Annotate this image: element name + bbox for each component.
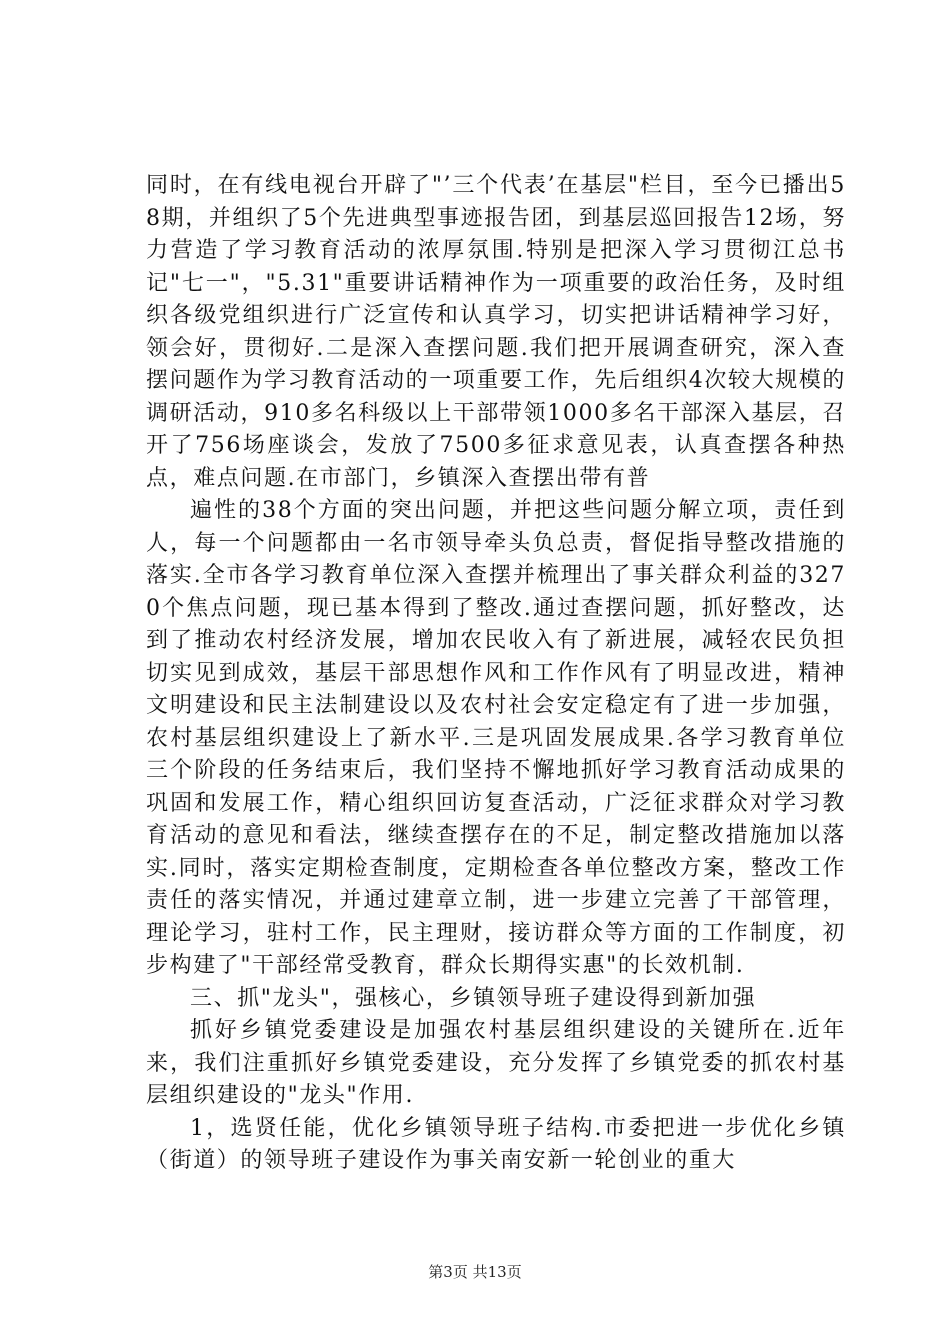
- paragraph-1: 同时，在有线电视台开辟了"’三个代表’在基层"栏目，至今已播出58期，并组织了5个先进典型事迹报告团，到基层巡回报告12场，努力营造了学习教育活动的浓厚氛围.特别是把深入学习贯彻江总书记"七一"，"5.31"重要讲话精神作为一项重要的政治任务，及时组织各级党组织进行广泛宣传和认真学习，切实把讲话精神学习好，领会好，贯彻好.二是深入查摆问题.我们把开展调查研究，深入查摆问题作为学习教育活动的一项重要工作，先后组织4次较大规模的调研活动，910多名科级以上干部带领1000多名干部深入基层，召开了756场座谈会，发放了7500多征求意见表，认真查摆各种热点，难点问题.在市部门，乡镇深入查摆出带有普: [146, 173, 846, 491]
- paragraph-3: 抓好乡镇党委建设是加强农村基层组织建设的关键所在.近年来，我们注重抓好乡镇党委建设，充分发挥了乡镇党委的抓农村基层组织建设的"龙头"作用.: [146, 1018, 846, 1108]
- paragraph-4: 1，选贤任能，优化乡镇领导班子结构.市委把进一步优化乡镇（街道）的领导班子建设作为事关南安新一轮创业的重大: [146, 1115, 846, 1173]
- page-footer: 第3页 共13页: [428, 1263, 522, 1281]
- body-text: [146, 170, 846, 1178]
- paragraph-2: 遍性的38个方面的突出问题，并把这些问题分解立项，责任到人，每一个问题都由一名市领导牵头负总责，督促指导整改措施的落实.全市各学习教育单位深入查摆并梳理出了事关群众利益的3270个焦点问题，现已基本得到了整改.通过查摆问题，抓好整改，达到了推动农村经济发展，增加农民收入有了新进展，减轻农民负担切实见到成效，基层干部思想作风和工作作风有了明显改进，精神文明建设和民主法制建设以及农村社会安定稳定有了进一步加强，农村基层组织建设上了新水平.三是巩固发展成果.各学习教育单位三个阶段的任务结束后，我们坚持不懈地抓好学习教育活动成果的巩固和发展工作，精心组织回访复查活动，广泛征求群众对学习教育活动的意见和看法，继续查摆存在的不足，制定整改措施加以落实.同时，落实定期检查制度，定期检查各单位整改方案，整改工作责任的落实情况，并通过建章立制，进一步建立完善了干部管理，理论学习，驻村工作，民主理财，接访群众等方面的工作制度，初步构建了"干部经常受教育，群众长期得实惠"的长效机制.: [146, 498, 846, 978]
- section-heading: 三、抓"龙头"，强核心，乡镇领导班子建设得到新加强: [190, 985, 757, 1011]
